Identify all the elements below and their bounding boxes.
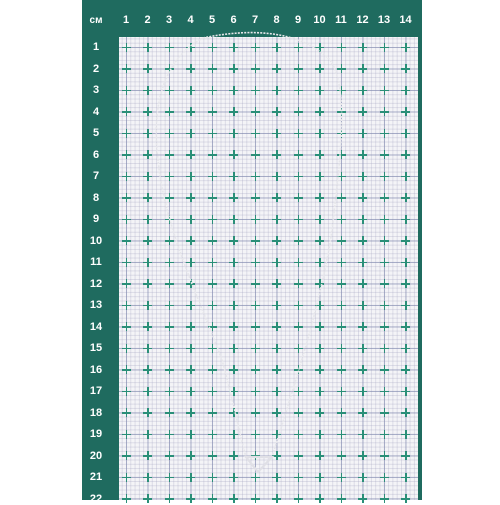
necklace-chain <box>156 38 246 457</box>
row-label-4: 4 <box>92 105 100 118</box>
column-label-3: 3 <box>165 14 173 26</box>
triangle-pendant <box>246 457 272 472</box>
column-label-13: 13 <box>377 14 391 26</box>
row-label-6: 6 <box>92 148 100 161</box>
unit-label: см <box>89 15 103 26</box>
column-label-8: 8 <box>273 14 280 26</box>
row-label-19: 19 <box>89 428 103 440</box>
row-label-11: 11 <box>90 256 102 268</box>
row-label-5: 5 <box>92 127 100 139</box>
row-label-1: 1 <box>92 41 100 53</box>
row-label-8: 8 <box>92 191 100 204</box>
row-label-2: 2 <box>92 62 100 75</box>
column-label-7: 7 <box>251 14 259 26</box>
row-label-12: 12 <box>89 277 103 290</box>
column-label-5: 5 <box>208 14 216 26</box>
row-label-10: 10 <box>89 234 103 247</box>
row-label-21: 21 <box>89 471 103 483</box>
row-label-7: 7 <box>92 170 100 182</box>
necklace-chain <box>203 33 342 457</box>
column-label-12: 12 <box>356 14 369 26</box>
column-label-11: 11 <box>335 14 347 26</box>
column-label-4: 4 <box>187 14 194 26</box>
row-label-22: 22 <box>89 492 103 505</box>
row-label-20: 20 <box>89 449 103 462</box>
row-label-17: 17 <box>89 385 103 397</box>
row-label-15: 15 <box>89 342 103 354</box>
column-label-1: 1 <box>122 14 130 26</box>
row-label-18: 18 <box>89 406 103 419</box>
row-label-3: 3 <box>92 84 100 96</box>
row-label-13: 13 <box>89 299 103 311</box>
column-label-9: 9 <box>294 14 302 26</box>
column-label-6: 6 <box>230 14 237 26</box>
column-label-14: 14 <box>399 14 412 26</box>
column-label-2: 2 <box>144 14 151 26</box>
row-label-14: 14 <box>89 320 103 333</box>
row-label-9: 9 <box>92 213 100 225</box>
column-label-10: 10 <box>313 14 326 26</box>
row-label-16: 16 <box>89 363 103 376</box>
